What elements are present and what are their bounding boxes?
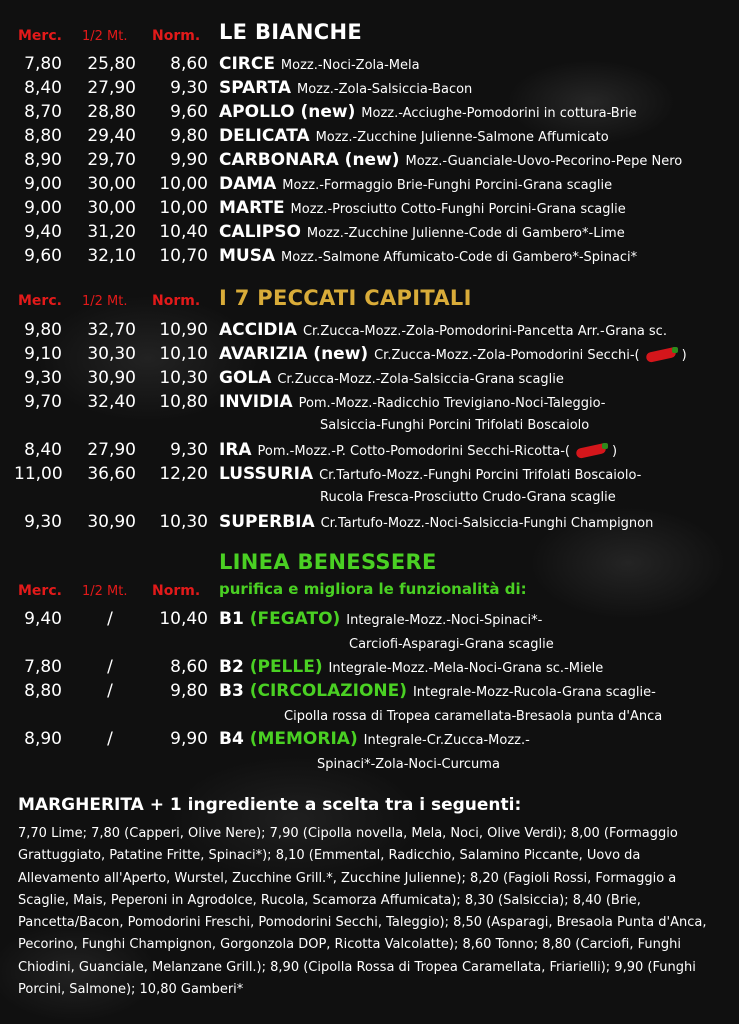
menu-item [0,102,739,126]
item-name-line [219,512,653,532]
item-description: Integrale-Mozz-Rucola-Grana scaglie- [412,685,656,700]
menu-item [0,150,739,174]
item-name-line [219,681,656,701]
label-norm: Norm. [152,28,201,44]
price-merc: 9,60 [24,246,62,266]
item-description-continued: Rucola Fresca-Prosciutto Crudo-Grana scaglie [320,490,616,505]
price-half: 30,00 [87,198,136,218]
item-name-line [219,246,637,266]
item-name-line [219,344,687,364]
section-title-bianche: LE BIANCHE [219,20,363,44]
price-norm: 10,40 [159,222,208,242]
item-description: Mozz.-Zucchine Julienne-Code di Gambero*-Lime [306,226,625,241]
item-description: Pom.-Mozz.-P. Cotto-Pomodorini Secchi-Ricotta-( [257,444,570,459]
item-name: ACCIDIA [219,320,298,340]
price-merc: 9,70 [24,392,62,412]
menu-item [0,198,739,222]
item-name: DELICATA [219,126,310,146]
price-half: 28,80 [87,102,136,122]
item-description: Mozz.-Zucchine Julienne-Salmone Affumicato [315,130,609,145]
item-code: B4 [219,729,244,749]
price-merc: 9,30 [24,368,62,388]
item-code: B2 [219,657,244,677]
label-norm: Norm. [152,293,201,309]
price-norm: 10,80 [159,392,208,412]
item-name: CIRCE [219,54,275,74]
price-merc: 8,40 [24,440,62,460]
margherita-title: MARGHERITA + 1 ingrediente a scelta tra i seguenti: [18,795,522,815]
item-description-end: ) [612,444,618,459]
item-description: Cr.Zucca-Mozz.-Zola-Salsiccia-Grana scaglie [277,372,564,387]
menu-item [0,609,739,633]
price-half: 36,60 [87,464,136,484]
item-name: SPARTA [219,78,292,98]
price-norm: 9,80 [170,681,208,701]
item-name-line [219,440,617,460]
item-name-line [219,729,530,749]
label-norm: Norm. [152,583,201,599]
price-half: / [107,657,113,677]
price-half: 30,90 [87,512,136,532]
price-half: 32,40 [87,392,136,412]
item-name: INVIDIA [219,392,293,412]
price-merc: 9,30 [24,512,62,532]
price-norm: 9,90 [170,150,208,170]
item-description: Mozz.-Guanciale-Uovo-Pecorino-Pepe Nero [405,154,683,169]
menu-item [0,174,739,198]
price-half: 30,90 [87,368,136,388]
item-name: MUSA [219,246,276,266]
item-name-line [219,368,564,388]
price-half: 32,70 [87,320,136,340]
item-name: (MEMORIA) [249,729,358,749]
item-description-continued: Cipolla rossa di Tropea caramellata-Bresaola punta d'Anca [284,709,663,724]
item-description: Mozz.-Acciughe-Pomodorini in cottura-Brie [361,106,637,121]
price-merc: 9,40 [24,222,62,242]
chili-pepper-icon [642,347,680,361]
menu-item [0,440,739,464]
price-merc: 8,90 [24,150,62,170]
price-norm: 10,10 [159,344,208,364]
price-norm: 10,00 [159,174,208,194]
item-name-line [219,392,605,412]
item-description: Integrale-Cr.Zucca-Mozz.- [363,733,530,748]
item-description: Mozz.-Formaggio Brie-Funghi Porcini-Grana scaglie [282,178,613,193]
price-merc: 8,80 [24,126,62,146]
item-description: Cr.Tartufo-Mozz.-Noci-Salsiccia-Funghi Champignon [320,516,654,531]
item-name: IRA [219,440,252,460]
price-norm: 10,90 [159,320,208,340]
label-merc: Merc. [18,293,62,309]
item-name: DAMA [219,174,277,194]
menu-item [0,54,739,78]
price-half: / [107,609,113,629]
price-norm: 10,70 [159,246,208,266]
price-norm: 9,30 [170,440,208,460]
item-name-line [219,320,667,340]
item-name: SUPERBIA [219,512,315,532]
price-merc: 8,40 [24,78,62,98]
price-norm: 8,60 [170,657,208,677]
chili-pepper-icon [572,443,610,457]
item-description: Cr.Zucca-Mozz.-Zola-Pomodorini Secchi-( [374,348,640,363]
section-title-benessere: LINEA BENESSERE [219,550,437,574]
item-description: Mozz.-Prosciutto Cotto-Funghi Porcini-Grana scaglie [290,202,626,217]
menu-item [0,368,739,392]
item-name: LUSSURIA [219,464,314,484]
menu-item [0,344,739,368]
item-description-end: ) [681,348,687,363]
item-description: Mozz.-Zola-Salsiccia-Bacon [296,82,473,97]
item-name-line [219,609,542,629]
price-merc: 9,00 [24,174,62,194]
price-half: 32,10 [87,246,136,266]
label-merc: Merc. [18,583,62,599]
item-name-line [219,174,612,194]
price-norm: 9,60 [170,102,208,122]
price-half: 27,90 [87,440,136,460]
item-description: Cr.Zucca-Mozz.-Zola-Pomodorini-Pancetta Arr.-Grana sc. [302,324,667,339]
item-name-line [219,464,641,484]
item-name-line [219,126,609,146]
price-merc: 9,00 [24,198,62,218]
price-merc: 11,00 [14,464,63,484]
price-norm: 8,60 [170,54,208,74]
item-name: AVARIZIA (new) [219,344,369,364]
menu-item [0,392,739,416]
item-description: Pom.-Mozz.-Radicchio Trevigiano-Noci-Taleggio- [298,396,606,411]
label-merc: Merc. [18,28,62,44]
price-merc: 7,80 [24,54,62,74]
price-half: 29,70 [87,150,136,170]
menu-item [0,729,739,753]
item-name: (FEGATO) [249,609,341,629]
price-merc: 9,10 [24,344,62,364]
price-half: 29,40 [87,126,136,146]
price-merc: 9,40 [24,609,62,629]
price-norm: 10,30 [159,512,208,532]
item-code: B1 [219,609,244,629]
margherita-ingredients: 7,70 Lime; 7,80 (Capperi, Olive Nere); 7,90 (Cipolla novella, Mela, Noci, Olive Verdi); 8,00 (Formaggio Grattuggiato, Patatine Fritte, Spinaci*); 8,10 (Emmental, Radicchio, Salamino Piccante, Uovo da Allevamento all'Aperto, Wurstel, Zucchine Grill.*, Zucchine Julienne); 8,20 (Fagioli Rossi, Formaggio a Scaglie, Mais, Peperoni in Agrodolce, Rucola, Scamorza Affumicata); 8,30 (Salsiccia); 8,40 (Brie, Pancetta/Bacon, Pomodorini Freschi, Pomodorini Secchi, Taleggio); 8,50 (Asparagi, Bresaola Punta d'Anca, Pecorino, Funghi Champignon, Gorgonzola DOP, Ricotta Valcolatte); 8,60 Tonno; 8,80 (Carciofi, Funghi Chiodini, Guanciale, Melanzane Grill.); 8,90 (Cipolla Rossa di Tropea Caramellata, Friarielli); 9,90 (Funghi Porcini, Salmone); 10,80 Gamberi* [18,826,707,998]
price-norm: 9,30 [170,78,208,98]
section-title-peccati: I 7 PECCATI CAPITALI [219,286,472,310]
menu-item [0,222,739,246]
label-half: 1/2 Mt. [82,29,128,44]
price-merc: 9,80 [24,320,62,340]
price-half: 31,20 [87,222,136,242]
item-name-line [219,657,603,677]
item-name-line [219,54,420,74]
item-name-line [219,78,472,98]
item-name-line [219,150,682,170]
item-description-continued: Salsiccia-Funghi Porcini Trifolati Boscaiolo [320,418,590,433]
menu-item [0,681,739,705]
price-norm: 10,00 [159,198,208,218]
price-half: / [107,729,113,749]
price-norm: 10,30 [159,368,208,388]
menu-item [0,512,739,536]
item-name: (PELLE) [249,657,323,677]
menu-item [0,78,739,102]
item-description-continued: Spinaci*-Zola-Noci-Curcuma [317,757,500,772]
menu-item [0,126,739,150]
price-merc: 8,70 [24,102,62,122]
item-description: Integrale-Mozz.-Noci-Spinaci*- [346,613,543,628]
price-half: 30,00 [87,174,136,194]
item-name: GOLA [219,368,272,388]
item-name-line [219,222,625,242]
price-norm: 9,80 [170,126,208,146]
item-description: Mozz.-Noci-Zola-Mela [280,58,420,73]
menu-item [0,320,739,344]
price-norm: 12,20 [159,464,208,484]
item-name: CARBONARA (new) [219,150,400,170]
item-name: CALIPSO [219,222,301,242]
item-name: APOLLO (new) [219,102,356,122]
menu-item [0,246,739,270]
item-description: Mozz.-Salmone Affumicato-Code di Gambero*-Spinaci* [281,250,638,265]
item-name: MARTE [219,198,285,218]
menu-item [0,657,739,681]
label-half: 1/2 Mt. [82,294,128,309]
item-name-line [219,102,637,122]
price-merc: 8,90 [24,729,62,749]
price-norm: 9,90 [170,729,208,749]
price-half: 25,80 [87,54,136,74]
price-half: 30,30 [87,344,136,364]
price-merc: 7,80 [24,657,62,677]
price-half: 27,90 [87,78,136,98]
item-description-continued: Carciofi-Asparagi-Grana scaglie [349,637,554,652]
label-half: 1/2 Mt. [82,584,128,599]
item-description: Integrale-Mozz.-Mela-Noci-Grana sc.-Miele [328,661,604,676]
item-description: Cr.Tartufo-Mozz.-Funghi Porcini Trifolati Boscaiolo- [319,468,642,483]
item-name-line [219,198,626,218]
item-code: B3 [219,681,244,701]
item-name: (CIRCOLAZIONE) [249,681,408,701]
price-half: / [107,681,113,701]
price-merc: 8,80 [24,681,62,701]
benessere-subtitle: purifica e migliora le funzionalità di: [219,580,527,598]
menu-item [0,464,739,488]
price-norm: 10,40 [159,609,208,629]
